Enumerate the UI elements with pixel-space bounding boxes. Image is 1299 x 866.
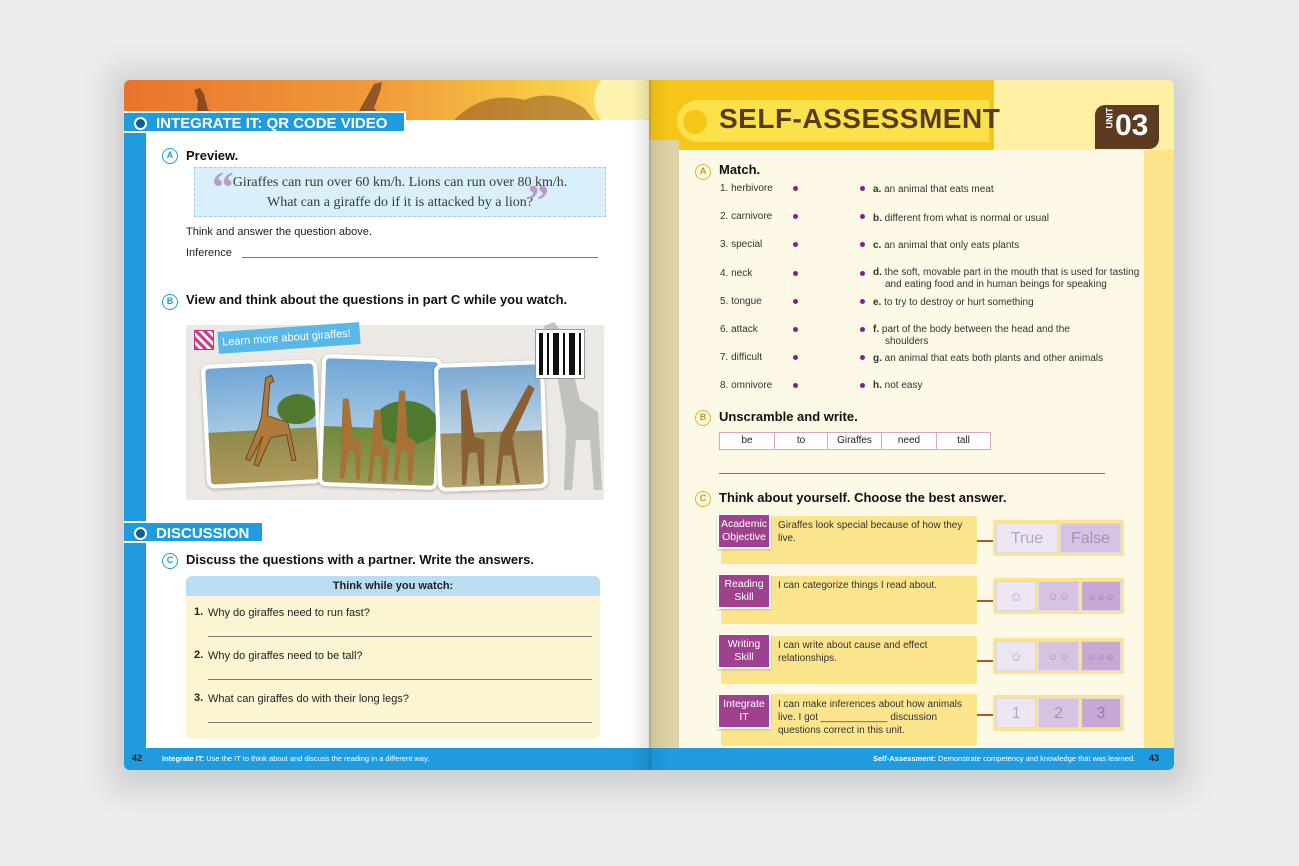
self-label-integrate-it: [717, 693, 771, 729]
scramble-word: need: [881, 432, 937, 450]
answer-line-1[interactable]: [208, 636, 592, 637]
def-letter: a.: [873, 184, 882, 195]
part-b-title: Unscramble and write.: [719, 409, 858, 424]
choice-true[interactable]: True: [996, 523, 1058, 553]
unscramble-answer-line[interactable]: [719, 473, 1105, 474]
scramble-word: tall: [936, 432, 991, 450]
quote-line-1: Giraffes can run over 60 km/h. Lions can run over 80 km/h.: [232, 175, 568, 190]
quote-line-2: What can a giraffe do if it is attacked by a lion?: [266, 195, 534, 210]
page-footer: [873, 754, 1135, 763]
score-choice-3[interactable]: 3: [1081, 698, 1121, 728]
scramble-word: Giraffes: [827, 432, 882, 450]
match-word: 3. special: [720, 239, 763, 250]
match-dot-right[interactable]: [860, 299, 865, 304]
part-b-title: View and think about the questions in part C while you watch.: [186, 292, 568, 307]
smiley-one-icon[interactable]: ☺: [996, 641, 1036, 671]
giraffe-photo-2: [318, 354, 443, 490]
smiley-two-icon[interactable]: ☺☺: [1038, 641, 1078, 671]
def-letter: c.: [873, 240, 882, 251]
match-dot-right[interactable]: [860, 355, 865, 360]
label-line: Integrate: [723, 698, 765, 710]
def-letter: h.: [873, 380, 882, 391]
question-text: Why do giraffes need to run fast?: [208, 607, 370, 619]
self-statement: Giraffes look special because of how they live.: [778, 520, 963, 544]
section-title: INTEGRATE IT: QR CODE VIDEO: [156, 115, 388, 132]
part-c-marker: C: [162, 553, 178, 569]
match-definition: [873, 353, 1103, 365]
part-a-title: Match.: [719, 162, 761, 177]
self-label-reading-skill: [717, 573, 771, 609]
page-title: SELF-ASSESSMENT: [719, 103, 1001, 134]
match-dot-right[interactable]: [860, 186, 865, 191]
match-word: 8. omnivore: [720, 380, 773, 391]
match-dot-right[interactable]: [860, 271, 865, 276]
question-number: 1.: [194, 606, 204, 618]
label-line: Reading: [724, 578, 764, 590]
footer-text: Use the IT to think about and discuss the reading in a different way.: [206, 754, 430, 763]
def-letter: g.: [873, 353, 882, 364]
unit-badge: [1095, 105, 1159, 149]
page-number: 43: [1149, 753, 1160, 763]
smiley-three-icon[interactable]: ☺☺☺: [1081, 581, 1121, 611]
match-dot-right[interactable]: [860, 327, 865, 332]
label-line: IT: [739, 711, 749, 723]
match-dot-left[interactable]: [793, 214, 798, 219]
self-label-writing-skill: [717, 633, 771, 669]
label-line: Academic: [720, 518, 768, 530]
match-dot-left[interactable]: [793, 327, 798, 332]
match-word: 2. carnivore: [720, 211, 773, 222]
match-dot-left[interactable]: [793, 383, 798, 388]
match-dot-right[interactable]: [860, 214, 865, 219]
score-choice-2[interactable]: 2: [1038, 698, 1078, 728]
row-connector: [977, 600, 993, 602]
unit-label: UNIT: [1104, 107, 1115, 129]
match-definition: [873, 184, 994, 196]
self-statement: I can make inferences about how animals live. I got ____________ discussion questions correct in this unit.: [778, 699, 962, 736]
def-letter: f.: [873, 324, 880, 335]
smiley-three-icon[interactable]: ☺☺☺: [1081, 641, 1121, 671]
label-line: Objective: [722, 531, 766, 543]
part-b-marker: B: [162, 294, 178, 310]
part-c-title: Discuss the questions with a partner. Write the answers.: [186, 552, 534, 567]
footer-text: Demonstrate competency and knowledge that was learned.: [938, 754, 1136, 763]
part-c-title: Think about yourself. Choose the best answer.: [719, 490, 1007, 505]
giraffes-fighting-image: [438, 364, 548, 492]
page-footer: [162, 754, 429, 763]
section-header-integrate-it: [124, 111, 406, 133]
choice-group-smileys: [993, 578, 1124, 614]
label-line: Skill: [734, 591, 754, 603]
question-text: What can giraffes do with their long legs?: [208, 693, 409, 705]
giraffe-figure-image: [205, 363, 323, 489]
giraffe-photo-3: [434, 360, 548, 492]
row-connector: [977, 540, 993, 542]
match-dot-left[interactable]: [793, 299, 798, 304]
match-dot-left[interactable]: [793, 186, 798, 191]
row-connector: [977, 714, 993, 716]
left-page: [124, 80, 649, 770]
def-text: an animal that only eats plants: [884, 240, 1020, 251]
section-bullet-icon: [134, 117, 147, 130]
scramble-word: be: [719, 432, 775, 450]
def-letter: d.: [873, 267, 882, 278]
section-header-discussion: [124, 521, 264, 543]
title-bullet-icon: [683, 110, 707, 134]
row-connector: [977, 660, 993, 662]
answer-line-2[interactable]: [208, 679, 592, 680]
footer-label: Integrate IT:: [162, 754, 205, 763]
def-text: to try to destroy or hurt something: [884, 297, 1034, 308]
match-dot-left[interactable]: [793, 271, 798, 276]
part-c-marker: C: [695, 491, 711, 507]
match-definition: [873, 240, 1019, 252]
page-number: 42: [132, 753, 143, 763]
label-line: Skill: [734, 651, 754, 663]
scramble-word: to: [774, 432, 828, 450]
match-word: 7. difficult: [720, 352, 763, 363]
self-statement: I can write about cause and effect relationships.: [778, 640, 928, 664]
match-definition: [873, 380, 922, 392]
question-text: Why do giraffes need to be tall?: [208, 650, 363, 662]
left-page-side-bar: [124, 120, 146, 770]
right-page-side-strip: [1144, 150, 1174, 748]
inference-label: Inference: [186, 247, 232, 259]
def-letter: e.: [873, 297, 882, 308]
match-dot-left[interactable]: [793, 242, 798, 247]
def-text: an animal that eats both plants and other animals: [884, 353, 1104, 364]
part-b-marker: B: [695, 410, 711, 426]
answer-line-3[interactable]: [208, 722, 592, 723]
def-letter: b.: [873, 213, 882, 224]
part-a-marker: A: [695, 164, 711, 180]
inference-answer-line[interactable]: [242, 257, 598, 258]
def-text: an animal that eats meat: [884, 184, 994, 195]
def-text: part of the body between the head and the: [881, 324, 1070, 335]
def-text: not easy: [884, 380, 923, 391]
choice-false[interactable]: False: [1060, 523, 1121, 553]
match-definition: [873, 324, 1070, 348]
def-text-cont: and eating food and in human beings for speaking: [885, 279, 1107, 290]
match-dot-right[interactable]: [860, 242, 865, 247]
match-word: 4. neck: [720, 268, 753, 279]
close-quote-icon: ”: [527, 176, 549, 225]
question-number: 2.: [194, 649, 204, 661]
footer-label: Self-Assessment:: [873, 754, 936, 763]
score-choice-1[interactable]: 1: [996, 698, 1036, 728]
match-word: 6. attack: [720, 324, 758, 335]
choice-group-score: [993, 695, 1124, 731]
right-page: [649, 80, 1174, 770]
part-a-title: Preview.: [186, 148, 239, 163]
qr-mini-icon: [194, 330, 214, 350]
part-a-marker: A: [162, 148, 178, 164]
smiley-one-icon[interactable]: ☺: [996, 581, 1036, 611]
match-definition: [873, 297, 1034, 309]
match-word: 1. herbivore: [720, 183, 773, 194]
def-text: different from what is normal or usual: [884, 213, 1050, 224]
giraffe-photo-1: [201, 359, 323, 489]
qr-code-icon[interactable]: [536, 330, 584, 378]
choice-group-smileys: [993, 638, 1124, 674]
self-label-academic-objective: [717, 513, 771, 549]
question-number: 3.: [194, 692, 204, 704]
choice-group-true-false: [993, 520, 1124, 556]
open-quote-icon: “: [212, 163, 234, 212]
match-dot-left[interactable]: [793, 355, 798, 360]
match-definition: [873, 267, 1139, 291]
think-while-you-watch-box: [186, 576, 600, 739]
section-title: DISCUSSION: [156, 525, 250, 542]
giraffe-group-image: [322, 358, 443, 490]
def-text: the soft, movable part in the mouth that is used for tasting: [884, 267, 1140, 278]
right-page-side-shade: [649, 140, 679, 748]
smiley-two-icon[interactable]: ☺☺: [1038, 581, 1078, 611]
video-link-tag[interactable]: Learn more about giraffes!: [217, 322, 360, 354]
self-statement: I can categorize things I read about.: [778, 580, 937, 591]
match-word: 5. tongue: [720, 296, 762, 307]
label-line: Writing: [727, 638, 761, 650]
unit-number: 03: [1115, 109, 1149, 142]
match-definition: [873, 213, 1049, 225]
section-bullet-icon: [134, 527, 147, 540]
def-text-cont: shoulders: [885, 336, 929, 347]
think-answer-instruction: Think and answer the question above.: [186, 226, 372, 238]
match-dot-right[interactable]: [860, 383, 865, 388]
think-box-header: Think while you watch:: [186, 576, 600, 596]
